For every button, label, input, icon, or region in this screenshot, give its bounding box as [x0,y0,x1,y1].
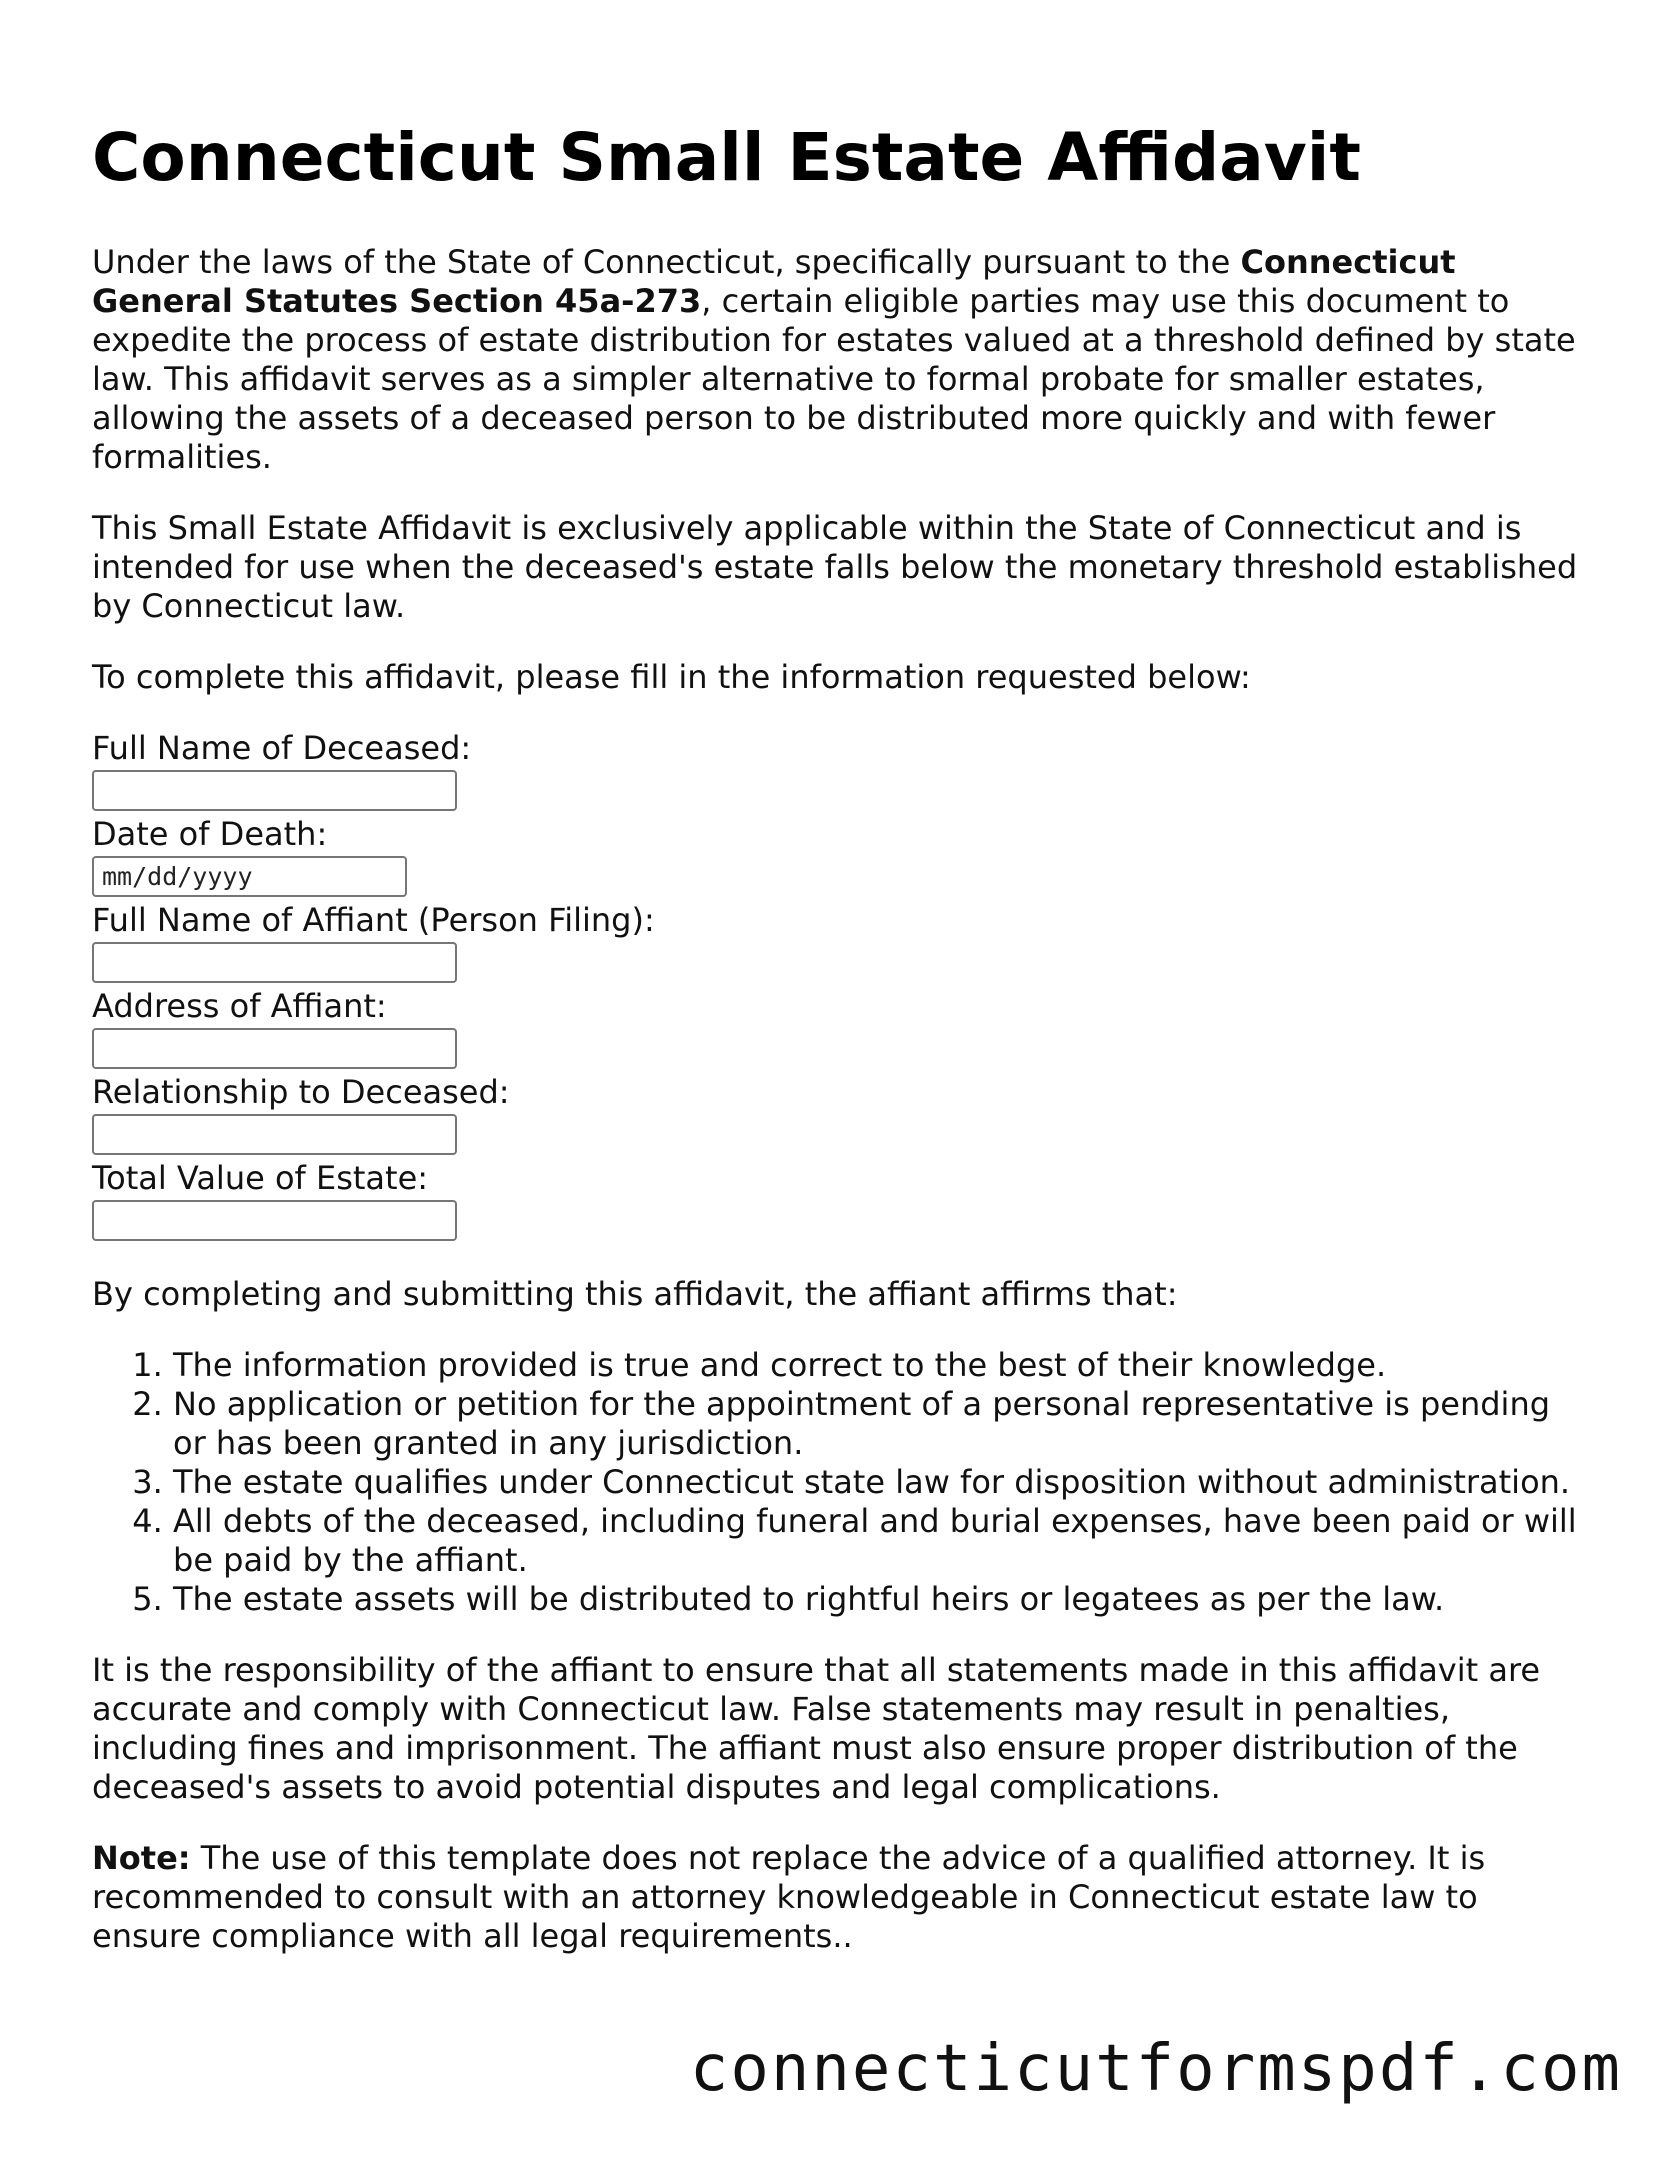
site-watermark: connecticutformspdf.com [689,2032,1622,2106]
affiant-name-input[interactable] [92,942,457,983]
affirmation-item: 4. All debts of the deceased, including funeral and burial expenses, have been paid or will be paid by the affiant. [173,1502,1592,1580]
intro-paragraph [92,243,1592,477]
page-title: Connecticut Small Estate Affidavit [92,119,1361,196]
affidavit-form [92,729,1592,1241]
note-paragraph [92,1839,1592,1956]
affirmation-list [92,1346,1592,1619]
affiant-name-label: Full Name of Affiant (Person Filing): [92,901,655,940]
affidavit-document [92,118,1592,1988]
date-of-death-label: Date of Death: [92,815,328,854]
deceased-name-input[interactable] [92,770,457,811]
responsibility-paragraph: It is the responsibility of the affiant to ensure that all statements made in this affidavit are accurate and comply with Connecticut law. False statements may result in penalties, including fines and imprisonment. The affiant must also ensure proper distribution of the deceased's assets to avoid potential disputes and legal complications. [92,1651,1541,1807]
note-label: Note: [92,1839,191,1878]
affiant-address-label: Address of Affiant: [92,987,387,1026]
affirmation-item: 3. The estate qualifies under Connecticut state law for disposition without administration. [173,1463,1592,1502]
instruction-paragraph: To complete this affidavit, please fill in the information requested below: [92,658,1251,697]
affirmation-item: 2. No application or petition for the appointment of a personal representative is pending or has been granted in any jurisdiction. [173,1385,1592,1463]
affiant-address-input[interactable] [92,1028,457,1069]
relationship-input[interactable] [92,1114,457,1155]
note-text: The use of this template does not replace the advice of a qualified attorney. It is recommended to consult with an attorney knowledgeable in Connecticut estate law to ensure compliance with all legal requirements.. [92,1839,1486,1956]
relationship-label: Relationship to Deceased: [92,1073,510,1112]
statute-reference: Connecticut General Statutes Section 45a-273 [92,243,1456,321]
estate-value-label: Total Value of Estate: [92,1159,429,1198]
scope-paragraph: This Small Estate Affidavit is exclusively applicable within the State of Connecticut and is intended for use when the deceased's estate falls below the monetary threshold established by Connecticut law. [92,509,1578,626]
affirmation-item: 1. The information provided is true and correct to the best of their knowledge. [173,1346,1592,1385]
intro-text-end: , certain eligible parties may use this document to expedite the process of estate distribution for estates valued at a threshold defined by state law. This affidavit serves as a simpler alternative to formal probate for smaller estates, allowing the assets of a deceased person to be distributed more quickly and with fewer formalities. [92,282,1576,477]
estate-value-input[interactable] [92,1200,457,1241]
date-of-death-input[interactable] [92,856,407,897]
deceased-name-label: Full Name of Deceased: [92,729,472,768]
affirmation-item: 5. The estate assets will be distributed to rightful heirs or legatees as per the law. [173,1580,1592,1619]
intro-text-start: Under the laws of the State of Connecticut, specifically pursuant to the [92,243,1241,282]
affirmation-intro: By completing and submitting this affidavit, the affiant affirms that: [92,1275,1178,1314]
